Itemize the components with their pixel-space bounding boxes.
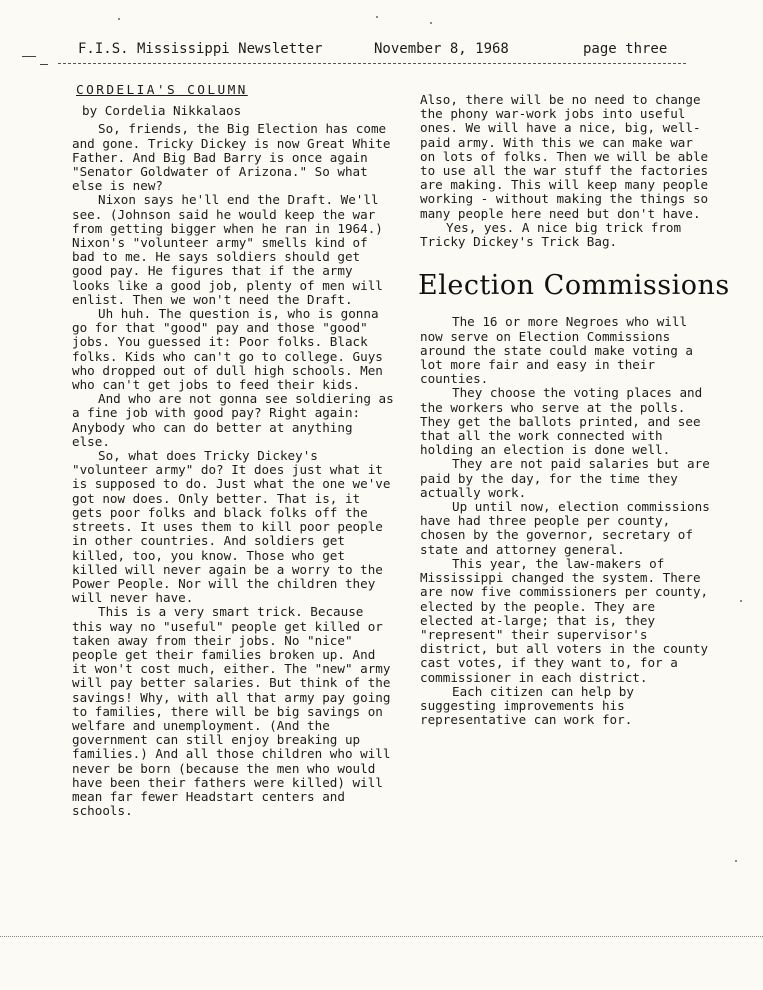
column-paragraph: Yes, yes. A nice big trick from Tricky Dickey's Trick Bag.	[420, 219, 682, 250]
column-paragraph: And who are not gonna see soldiering as a fine job with good pay? Right again: Anybody who can do better at anything else.	[72, 391, 394, 449]
scan-speck	[740, 600, 742, 602]
column-paragraph: Uh huh. The question is, who is gonna go for that "good" pay and those "good" jobs. You guessed it: Poor folks. Black folks. Kids who can't go to college. Guys who dropped out of dull high schools. Men who can't get jobs to feed their kids.	[72, 306, 383, 393]
scan-speck	[376, 16, 378, 18]
column-paragraph: Also, there will be no need to change the phony war-work jobs into useful ones. We will have a nice, big, well-paid army. With this we can make war on lots of folks. Then we will be able to use all the war stuff the factories are making. This will keep many people working - without making the things so many people here need but don't have.	[420, 92, 709, 221]
article-paragraph: This year, the law-makers of Mississippi changed the system. There are now five commissioners per county, elected by the people. They are elected at-large; that is, they "represent" their supervisor's district, but all voters in the county cast votes, if they want to, for a commissioner in each district.	[420, 555, 709, 685]
column-byline: by Cordelia Nikkalaos	[82, 103, 242, 119]
column-paragraph: So, friends, the Big Election has come and gone. Tricky Dickey is now Great White Father. And Big Bad Barry is once again "Senator Goldwater of Arizona." So what else is new?	[72, 121, 391, 194]
article-paragraph: They choose the voting places and the workers who serve at the polls. They get the ballots printed, and see that all the work connected with holding an election is done well.	[420, 385, 703, 458]
right-column	[418, 92, 730, 728]
margin-mark	[22, 56, 36, 57]
page-header	[78, 41, 678, 63]
header-rule	[58, 63, 686, 64]
column-paragraph: So, what does Tricky Dickey's "volunteer army" do? It does just what it is supposed to do. Just what the one we've got now does. Only better. That is, it gets poor folks and black folks off the streets. It uses them to kill poor people in other countries. And soldiers get killed, too, you know. Those who get killed will never again be a worry to the Power People. Nor will the children they will never have.	[72, 448, 391, 606]
article-paragraph: Up until now, election commissions have had three people per county, chosen by the governor, secretary of state and attorney general.	[420, 499, 710, 557]
article-paragraph: The 16 or more Negroes who will now serve on Election Commissions around the state could make voting a lot more fair and easy in their counties.	[420, 314, 693, 387]
cordelias-column	[72, 84, 398, 818]
article-paragraph: Each citizen can help by suggesting improvements his representative can work for.	[420, 683, 634, 728]
margin-mark	[40, 64, 48, 65]
scan-speck	[430, 22, 432, 24]
scan-speck	[118, 18, 120, 20]
publication-name: F.I.S. Mississippi Newsletter	[78, 41, 323, 57]
article-paragraph: They are not paid salaries but are paid by the day, for the time they actually work.	[420, 456, 710, 500]
issue-date: November 8, 1968	[374, 41, 509, 57]
election-commissions-heading: Election Commissions	[418, 270, 730, 302]
page-fold-line	[0, 936, 763, 937]
column-paragraph: Nixon says he'll end the Draft. We'll see. (Johnson said he would keep the war from getting bigger when he ran in 1964.) Nixon's "volunteer army" smells kind of bad to me. He says soldiers should get good pay. He figures that if the army looks like a good job, plenty of men will enlist. Then we won't need the Draft.	[72, 192, 383, 307]
page-number: page three	[583, 41, 668, 57]
column-title: CORDELIA'S COLUMN	[76, 83, 248, 98]
scan-speck	[735, 860, 737, 862]
election-commissions-article	[420, 315, 710, 727]
column-paragraph: This is a very smart trick. Because this way no "useful" people get killed or taken away from their jobs. No "nice" people get their families broken up. And it won't cost much, either. The "new" army will pay better salaries. But think of the savings! Why, with all that army pay going to families, there will be big savings on welfare and unemployment. (And the government can still enjoy breaking up families.) And all those children who will never be born (because the men who would have been their fathers were killed) will mean far fewer Headstart centers and schools.	[72, 604, 391, 819]
